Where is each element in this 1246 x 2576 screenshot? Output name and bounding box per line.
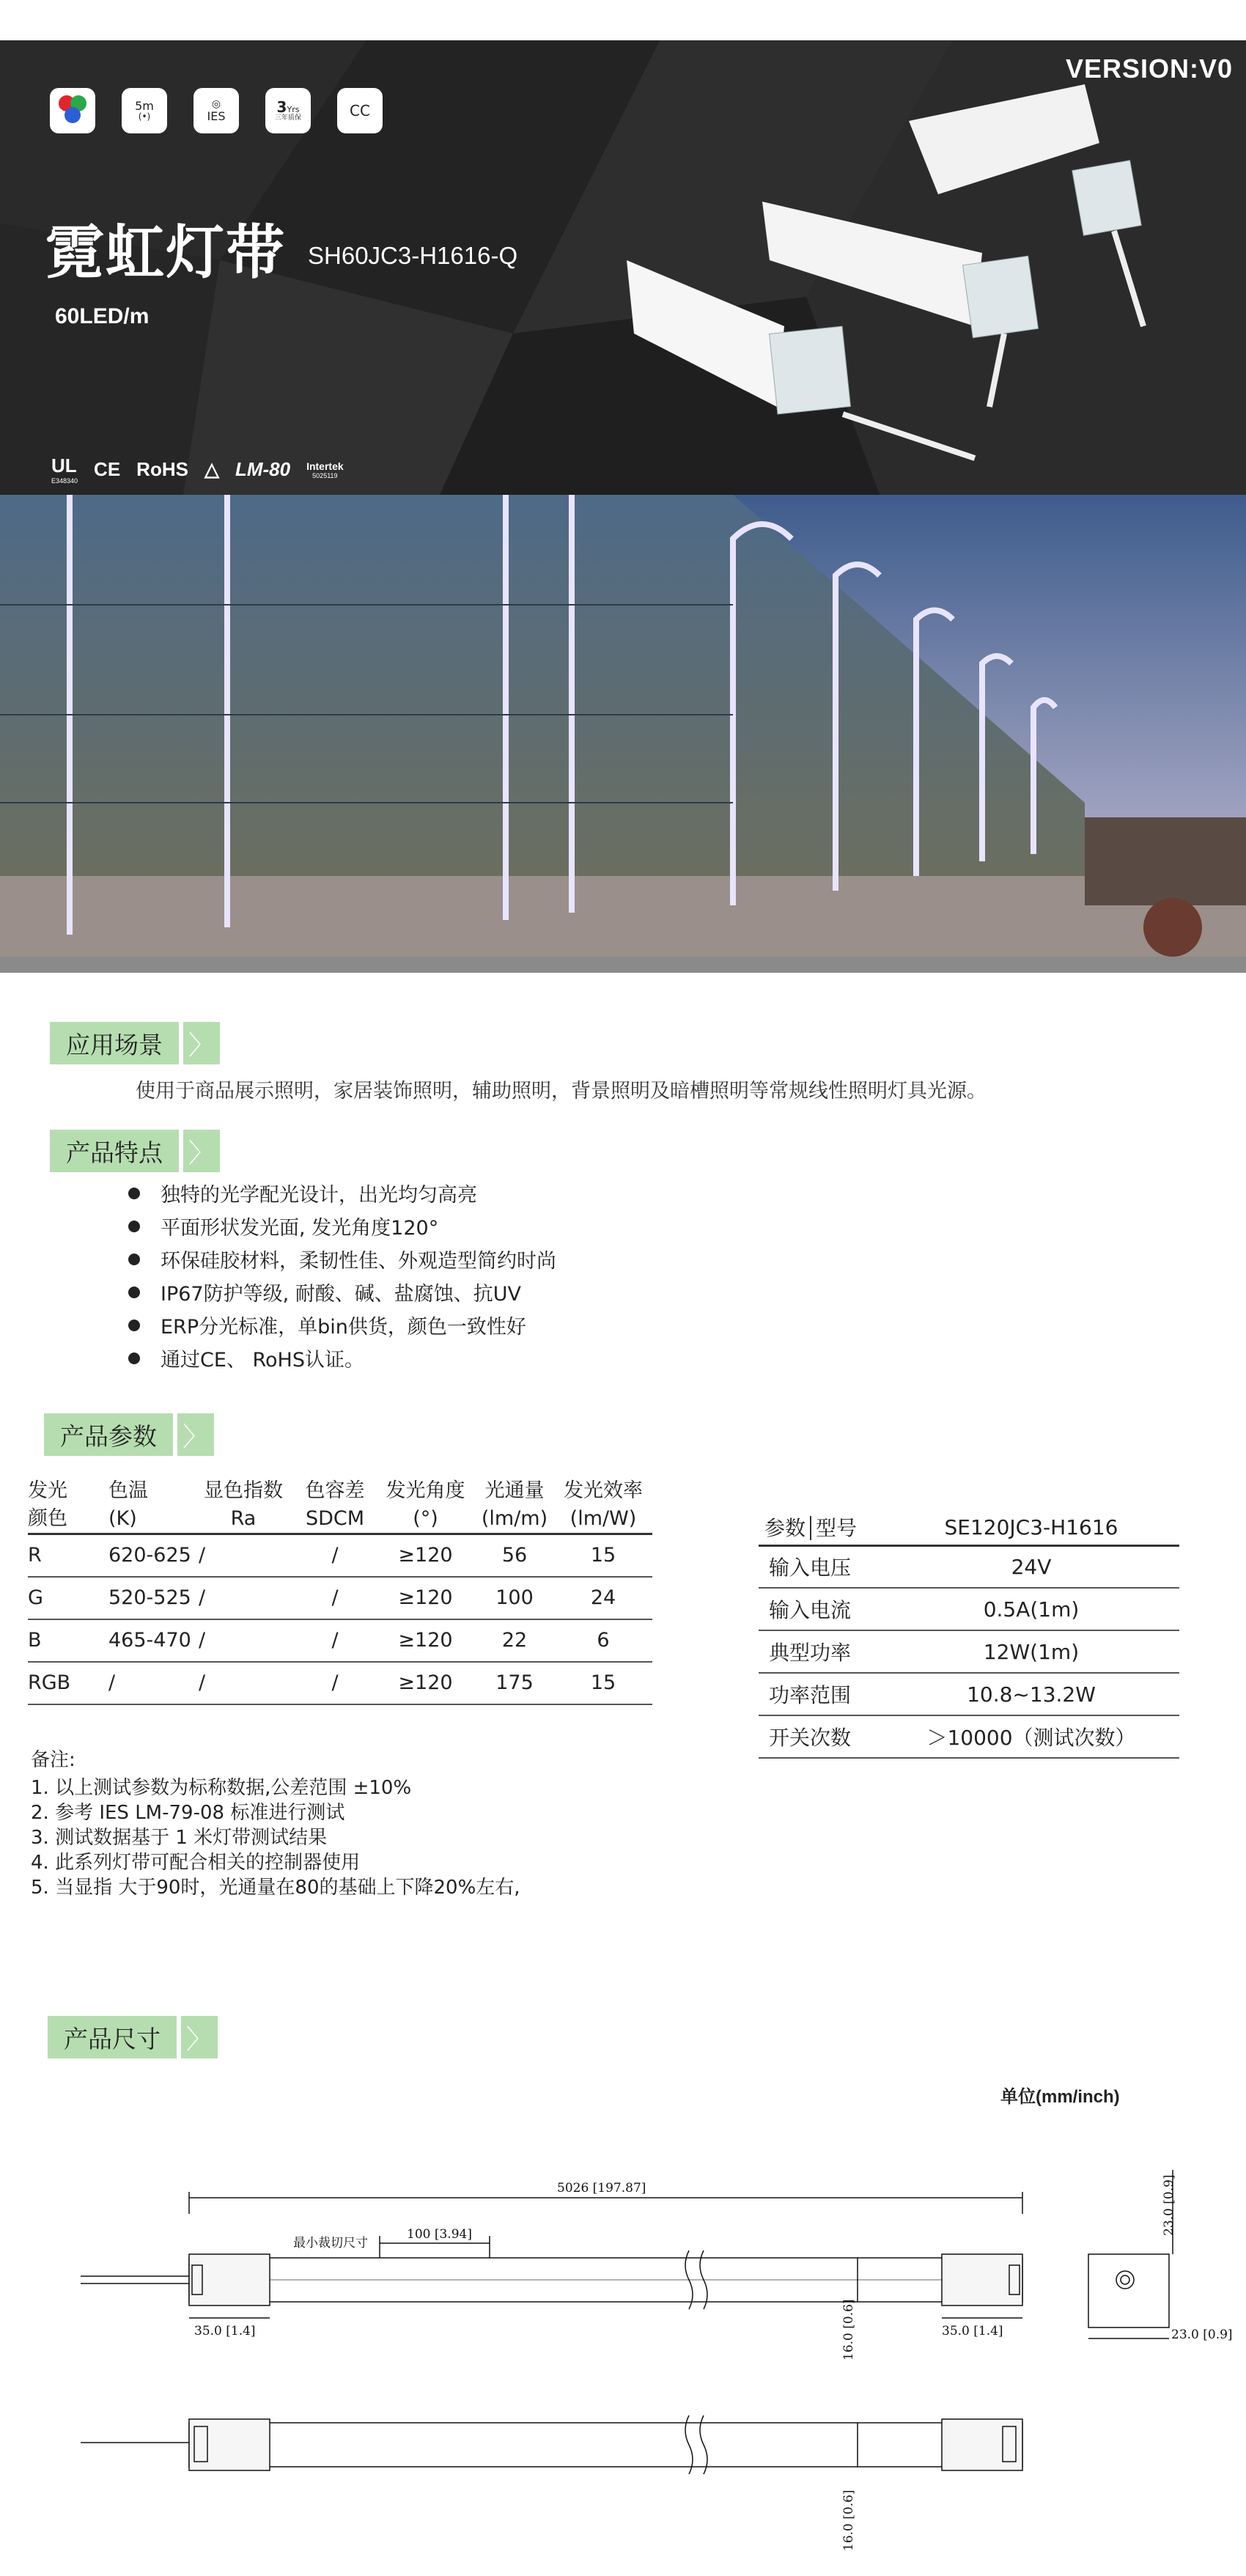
- section-parameters-title: 产品参数: [44, 1413, 173, 1456]
- table-row: [759, 1588, 1179, 1630]
- note-item: 3. 测试数据基于 1 米灯带测试结果: [31, 1827, 328, 1849]
- dimension-drawing: [0, 2126, 1246, 2566]
- list-item: [128, 1243, 556, 1276]
- cell-ra: /: [193, 1619, 294, 1662]
- warranty-caption: 三年质保: [274, 114, 301, 122]
- total-length-dim: 5026 [197.87]: [557, 2181, 646, 2196]
- cell-efficacy: 6: [554, 1619, 652, 1662]
- section-application-title: 应用场景: [50, 1022, 179, 1064]
- cell-color: B: [28, 1619, 108, 1662]
- cell-flux: 100: [475, 1577, 554, 1619]
- section-width-dim: 23.0 [0.9]: [1171, 2327, 1233, 2342]
- section-features: [50, 1130, 220, 1172]
- param-label: 输入电流: [759, 1588, 883, 1630]
- cell-ra: /: [193, 1577, 294, 1619]
- feature-text: 环保硅胶材料，柔韧性佳、外观造型简约时尚: [161, 1250, 556, 1273]
- intertek-cert-icon: [306, 460, 344, 479]
- note-item: 2. 参考 IES LM-79-08 标准进行测试: [31, 1802, 345, 1824]
- bullet-icon: [128, 1221, 140, 1232]
- column-header: 显色指数 Ra: [204, 1479, 283, 1530]
- cell-ra: /: [193, 1662, 294, 1704]
- param-label: 功率范围: [759, 1673, 883, 1715]
- min-cut-label: 最小裁切尺寸: [293, 2236, 368, 2251]
- section-features-title: 产品特点: [50, 1130, 179, 1172]
- table-row: [759, 1715, 1179, 1758]
- application-text: 使用于商品展示照明，家居装饰照明，辅助照明，背景照明及暗槽照明等常规线性照明灯具光源。: [136, 1080, 987, 1103]
- led-density: 60LED/m: [55, 304, 150, 328]
- end-cap-right-dim: 35.0 [1.4]: [942, 2324, 1003, 2338]
- cell-sdcm: /: [294, 1662, 376, 1704]
- building-facade-image: [0, 495, 1246, 957]
- cell-cct: 620-625: [108, 1534, 193, 1577]
- warranty-3yrs-icon: [265, 88, 311, 133]
- cc-icon: [337, 88, 383, 133]
- feature-text: 平面形状发光面, 发光角度120°: [161, 1217, 439, 1240]
- table-row: [759, 1630, 1179, 1673]
- length-5m-icon: 5m (•): [122, 88, 167, 133]
- cc-label: CC: [350, 102, 370, 119]
- rgb-icon: [50, 88, 95, 133]
- cell-sdcm: /: [294, 1619, 376, 1662]
- table-header-row: [28, 1477, 652, 1534]
- version-label: VERSION:V0: [1065, 54, 1233, 84]
- chevron-right-icon: 〉: [181, 2016, 218, 2058]
- section-application: [50, 1022, 220, 1064]
- bullet-icon: [128, 1188, 140, 1199]
- section-height-dim: 23.0 [0.9]: [1162, 2174, 1176, 2236]
- section-dimensions: [48, 2016, 218, 2058]
- table-row: [759, 1673, 1179, 1715]
- warranty-number: 3: [276, 98, 287, 117]
- cell-angle: ≥120: [376, 1619, 475, 1662]
- param-label: 典型功率: [759, 1630, 883, 1673]
- feature-text: 独特的光学配光设计，出光均匀高亮: [161, 1184, 477, 1207]
- cell-angle: ≥120: [376, 1534, 475, 1577]
- param-value: 12W(1m): [883, 1630, 1179, 1673]
- feature-text: ERP分光标准，单bin供货，颜色一致性好: [161, 1316, 526, 1339]
- cell-color: R: [28, 1534, 108, 1577]
- column-header: 发光 颜色: [28, 1479, 67, 1530]
- list-item: [128, 1342, 556, 1375]
- triangle-cert-icon: △: [204, 458, 219, 480]
- cell-angle: ≥120: [376, 1662, 475, 1704]
- page-title: 霓虹灯带: [45, 218, 286, 287]
- height-side-dim-2: 16.0 [0.6]: [841, 2489, 856, 2551]
- column-header: SE120JC3-H1616: [883, 1510, 1179, 1545]
- cell-efficacy: 15: [554, 1662, 652, 1704]
- cell-color: G: [28, 1577, 108, 1619]
- section-dimensions-title: 产品尺寸: [48, 2016, 177, 2058]
- cell-cct: /: [108, 1662, 193, 1704]
- cell-efficacy: 24: [554, 1577, 652, 1619]
- param-value: ＞10000（测试次数）: [883, 1715, 1179, 1758]
- chevron-right-icon: 〉: [177, 1413, 214, 1456]
- cell-color: RGB: [28, 1662, 108, 1704]
- list-item: [128, 1210, 556, 1243]
- bullet-icon: [128, 1320, 140, 1331]
- unit-label: 单位(mm/inch): [1000, 2087, 1120, 2107]
- spec-table: [28, 1477, 652, 1705]
- chevron-right-icon: 〉: [183, 1130, 220, 1172]
- table-row: [28, 1662, 652, 1704]
- column-header: 色容差 SDCM: [305, 1479, 365, 1530]
- note-item: 4. 此系列灯带可配合相关的控制器使用: [31, 1852, 361, 1874]
- cell-efficacy: 15: [554, 1534, 652, 1577]
- feature-list: [128, 1177, 556, 1375]
- section-parameters: [44, 1413, 214, 1456]
- param-value: 0.5A(1m): [883, 1588, 1179, 1630]
- application-photo: [0, 495, 1246, 957]
- table-row: [759, 1545, 1179, 1588]
- param-label: 输入电压: [759, 1545, 883, 1588]
- min-cut-dim: 100 [3.94]: [407, 2227, 472, 2242]
- ul-label: UL: [51, 455, 77, 476]
- notes: [31, 1745, 520, 1897]
- feature-text: 通过CE、 RoHS认证。: [161, 1349, 365, 1372]
- certification-row: [51, 455, 344, 485]
- bullet-icon: [128, 1287, 140, 1298]
- feature-text: IP67防护等级, 耐酸、碱、盐腐蚀、抗UV: [161, 1283, 521, 1306]
- cell-flux: 56: [475, 1534, 554, 1577]
- warranty-unit: Yrs: [287, 105, 300, 115]
- ul-number: E348340: [51, 477, 78, 485]
- list-item: [128, 1309, 556, 1342]
- column-header: 发光角度 (°): [386, 1479, 465, 1530]
- column-header: 光通量 (lm/m): [481, 1479, 548, 1530]
- chevron-right-icon: 〉: [183, 1022, 220, 1064]
- bullet-icon: [128, 1254, 140, 1265]
- intertek-label: Intertek: [306, 460, 344, 472]
- end-cap-left-dim: 35.0 [1.4]: [194, 2324, 256, 2338]
- length-label: 5m: [135, 98, 154, 113]
- list-item: [128, 1276, 556, 1309]
- rohs-cert-icon: RoHS: [136, 458, 188, 480]
- bullet-icon: [128, 1353, 140, 1364]
- table-row: [28, 1534, 652, 1577]
- column-header: 发光效率 (lm/W): [564, 1479, 643, 1530]
- height-side-dim: 16.0 [0.6]: [841, 2299, 856, 2360]
- electrical-table: [759, 1510, 1179, 1759]
- intertek-number: 5025119: [312, 471, 338, 479]
- cell-sdcm: /: [294, 1577, 376, 1619]
- column-header: 参数 型号: [759, 1510, 883, 1545]
- cell-sdcm: /: [294, 1534, 376, 1577]
- ce-cert-icon: CE: [94, 458, 121, 480]
- list-item: [128, 1177, 556, 1210]
- cell-cct: 520-525: [108, 1577, 193, 1619]
- cell-cct: 465-470: [108, 1619, 193, 1662]
- table-row: [28, 1577, 652, 1619]
- notes-title: 备注:: [31, 1749, 75, 1771]
- column-header: 色温 (K): [108, 1479, 148, 1530]
- header-banner: [0, 40, 1246, 495]
- photo-divider: [0, 957, 1246, 973]
- ies-label: IES: [207, 108, 226, 123]
- table-header-row: [759, 1510, 1179, 1545]
- cell-angle: ≥120: [376, 1577, 475, 1619]
- model-number: SH60JC3-H1616-Q: [308, 242, 518, 269]
- lm80-cert-icon: LM-80: [235, 458, 291, 480]
- cell-ra: /: [193, 1534, 294, 1577]
- feature-icon-row: [50, 88, 383, 133]
- cell-flux: 175: [475, 1662, 554, 1704]
- param-value: 24V: [883, 1545, 1179, 1588]
- ul-cert-icon: [51, 455, 78, 485]
- table-row: [28, 1619, 652, 1662]
- note-item: 5. 当显指 大于90时，光通量在80的基础上下降20%左右,: [31, 1877, 520, 1899]
- cell-flux: 22: [475, 1619, 554, 1662]
- ies-icon: ◎ IES: [193, 88, 239, 133]
- note-item: 1. 以上测试参数为标称数据,公差范围 ±10%: [31, 1777, 412, 1799]
- param-label: 开关次数: [759, 1715, 883, 1758]
- param-value: 10.8~13.2W: [883, 1673, 1179, 1715]
